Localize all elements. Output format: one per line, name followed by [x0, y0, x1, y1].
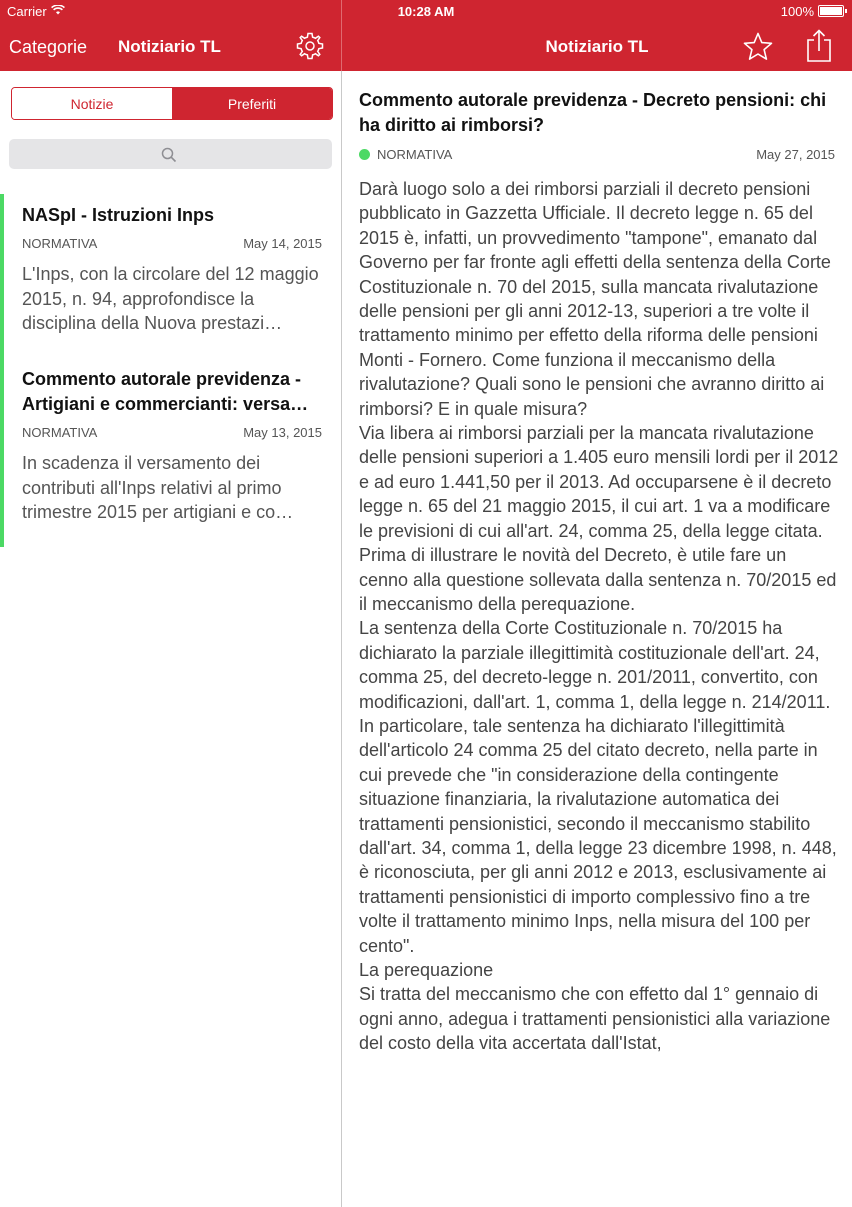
article-meta: [359, 147, 839, 165]
list-item-meta: [22, 425, 322, 441]
list-item-category: NORMATIVA: [22, 236, 98, 251]
article-title: Commento autorale previdenza - Decreto pensioni: chi ha diritto ai rimborsi?: [359, 90, 827, 135]
status-time: 10:28 AM: [397, 4, 455, 19]
star-icon[interactable]: [742, 31, 774, 63]
search-bar[interactable]: [9, 139, 332, 169]
article-category: NORMATIVA: [377, 147, 453, 162]
article-paragraph: Si tratta del meccanismo che con effetto dal 1° gennaio di ogni anno, adegua i trattamenti pensionistici alla variazione del costo della vita accertata dall'Istat,: [359, 984, 831, 1054]
status-bar: [0, 0, 852, 22]
article-subheading: La perequazione: [359, 960, 494, 980]
search-icon: [161, 147, 177, 163]
share-icon[interactable]: [805, 29, 833, 63]
right-nav-title: Notiziario TL: [545, 37, 649, 56]
top-bar: [0, 0, 852, 71]
list-item-title: Commento autorale previdenza - Artigiani e commercianti: versa…: [22, 369, 309, 414]
battery-indicator: 100%: [781, 4, 844, 19]
article-paragraph: Prima di illustrare le novità del Decreto, è utile fare un cenno alla questione sollevata dalla sentenza n. 70/2015 ed il meccanismo della perequazione.: [359, 545, 837, 614]
list-item-date: May 13, 2015: [243, 425, 322, 440]
pane-divider: [341, 71, 342, 1207]
list-item-title: NASpI - Istruzioni Inps: [22, 205, 214, 225]
list-item-excerpt: L'Inps, con la circolare del 12 maggio 2015, n. 94, approfondisce la disciplina della Nuova prestazi…: [22, 264, 319, 333]
segmented-control: [11, 87, 333, 120]
article-view: [359, 88, 839, 1056]
list-item-excerpt: In scadenza il versamento dei contributi all'Inps relativi al primo trimestre 2015 per artigiani e co…: [22, 453, 294, 522]
list-item[interactable]: [22, 367, 322, 525]
article-date: May 27, 2015: [756, 147, 835, 162]
tab-notizie[interactable]: Notizie: [12, 88, 172, 119]
article-paragraph: La sentenza della Corte Costituzionale n. 70/2015 ha dichiarato la parziale illegittimità costituzionale dell'art. 24, comma 25, del decreto-legge n. 201/2011, convertito, con modificazioni, dall'art. 1, comma 1, della legge n. 214/2011. In particolare, tale sentenza ha dichiarato l'illegittimità dell'articolo 24 comma 25 del citato decreto, nella parte in cui prevede che "in considerazione della contingente situazione finanziaria, la rivalutazione automatica dei trattamenti pensionistici, secondo il meccanismo stabilito dall'art. 34, comma 1, della legge 23 dicembre 1998, n. 448, è riconosciuta, per gli anni 2012 e 2013, esclusivamente ai trattamenti pensionistici di importo complessivo fino a tre volte il trattamento minimo Inps, nella misura del 100 per cento".: [359, 618, 837, 956]
list-item-meta: [22, 236, 322, 252]
list-item-category: NORMATIVA: [22, 425, 98, 440]
carrier-label: Carrier: [7, 4, 65, 19]
news-list: [0, 194, 341, 547]
list-item-date: May 14, 2015: [243, 236, 322, 251]
left-nav-title: Notiziario TL: [118, 37, 221, 56]
category-dot-icon: [359, 149, 370, 160]
article-body: [359, 177, 839, 1056]
categories-button[interactable]: Categorie: [9, 37, 88, 57]
article-paragraph: Via libera ai rimborsi parziali per la mancata rivalutazione delle pensioni superiori a 1.405 euro mensili lordi per il 2012 e ad euro 1.441,50 per il 2013. Ad occuparsene è il decreto legge n. 65 del 21 maggio 2015, il cui art. 1 va a modificare le previsioni di cui all'art. 24, comma 25, della legge citata.: [359, 423, 839, 541]
list-item[interactable]: [22, 203, 322, 336]
nav-divider: [341, 0, 342, 71]
battery-icon: [818, 5, 844, 17]
gear-icon[interactable]: [295, 31, 325, 61]
article-paragraph: Darà luogo solo a dei rimborsi parziali il decreto pensioni pubblicato in Gazzetta Ufficiale. Il decreto legge n. 65 del 2015 è, infatti, un provvedimento "tampone", emanato dal Governo per far fronte agli effetti della sentenza della Corte Costituzionale n. 70 del 2015, sulla mancata rivalutazione delle pensioni per gli anni 2012-13, superiori a tre volte il trattamento minimo per effetto della riforma delle pensioni Monti - Fornero. Come funziona il meccanismo della rivalutazione? Quali sono le pensioni che avranno diritto ai rimborsi? E in quale misura?: [359, 179, 831, 419]
tab-preferiti[interactable]: Preferiti: [172, 88, 332, 119]
